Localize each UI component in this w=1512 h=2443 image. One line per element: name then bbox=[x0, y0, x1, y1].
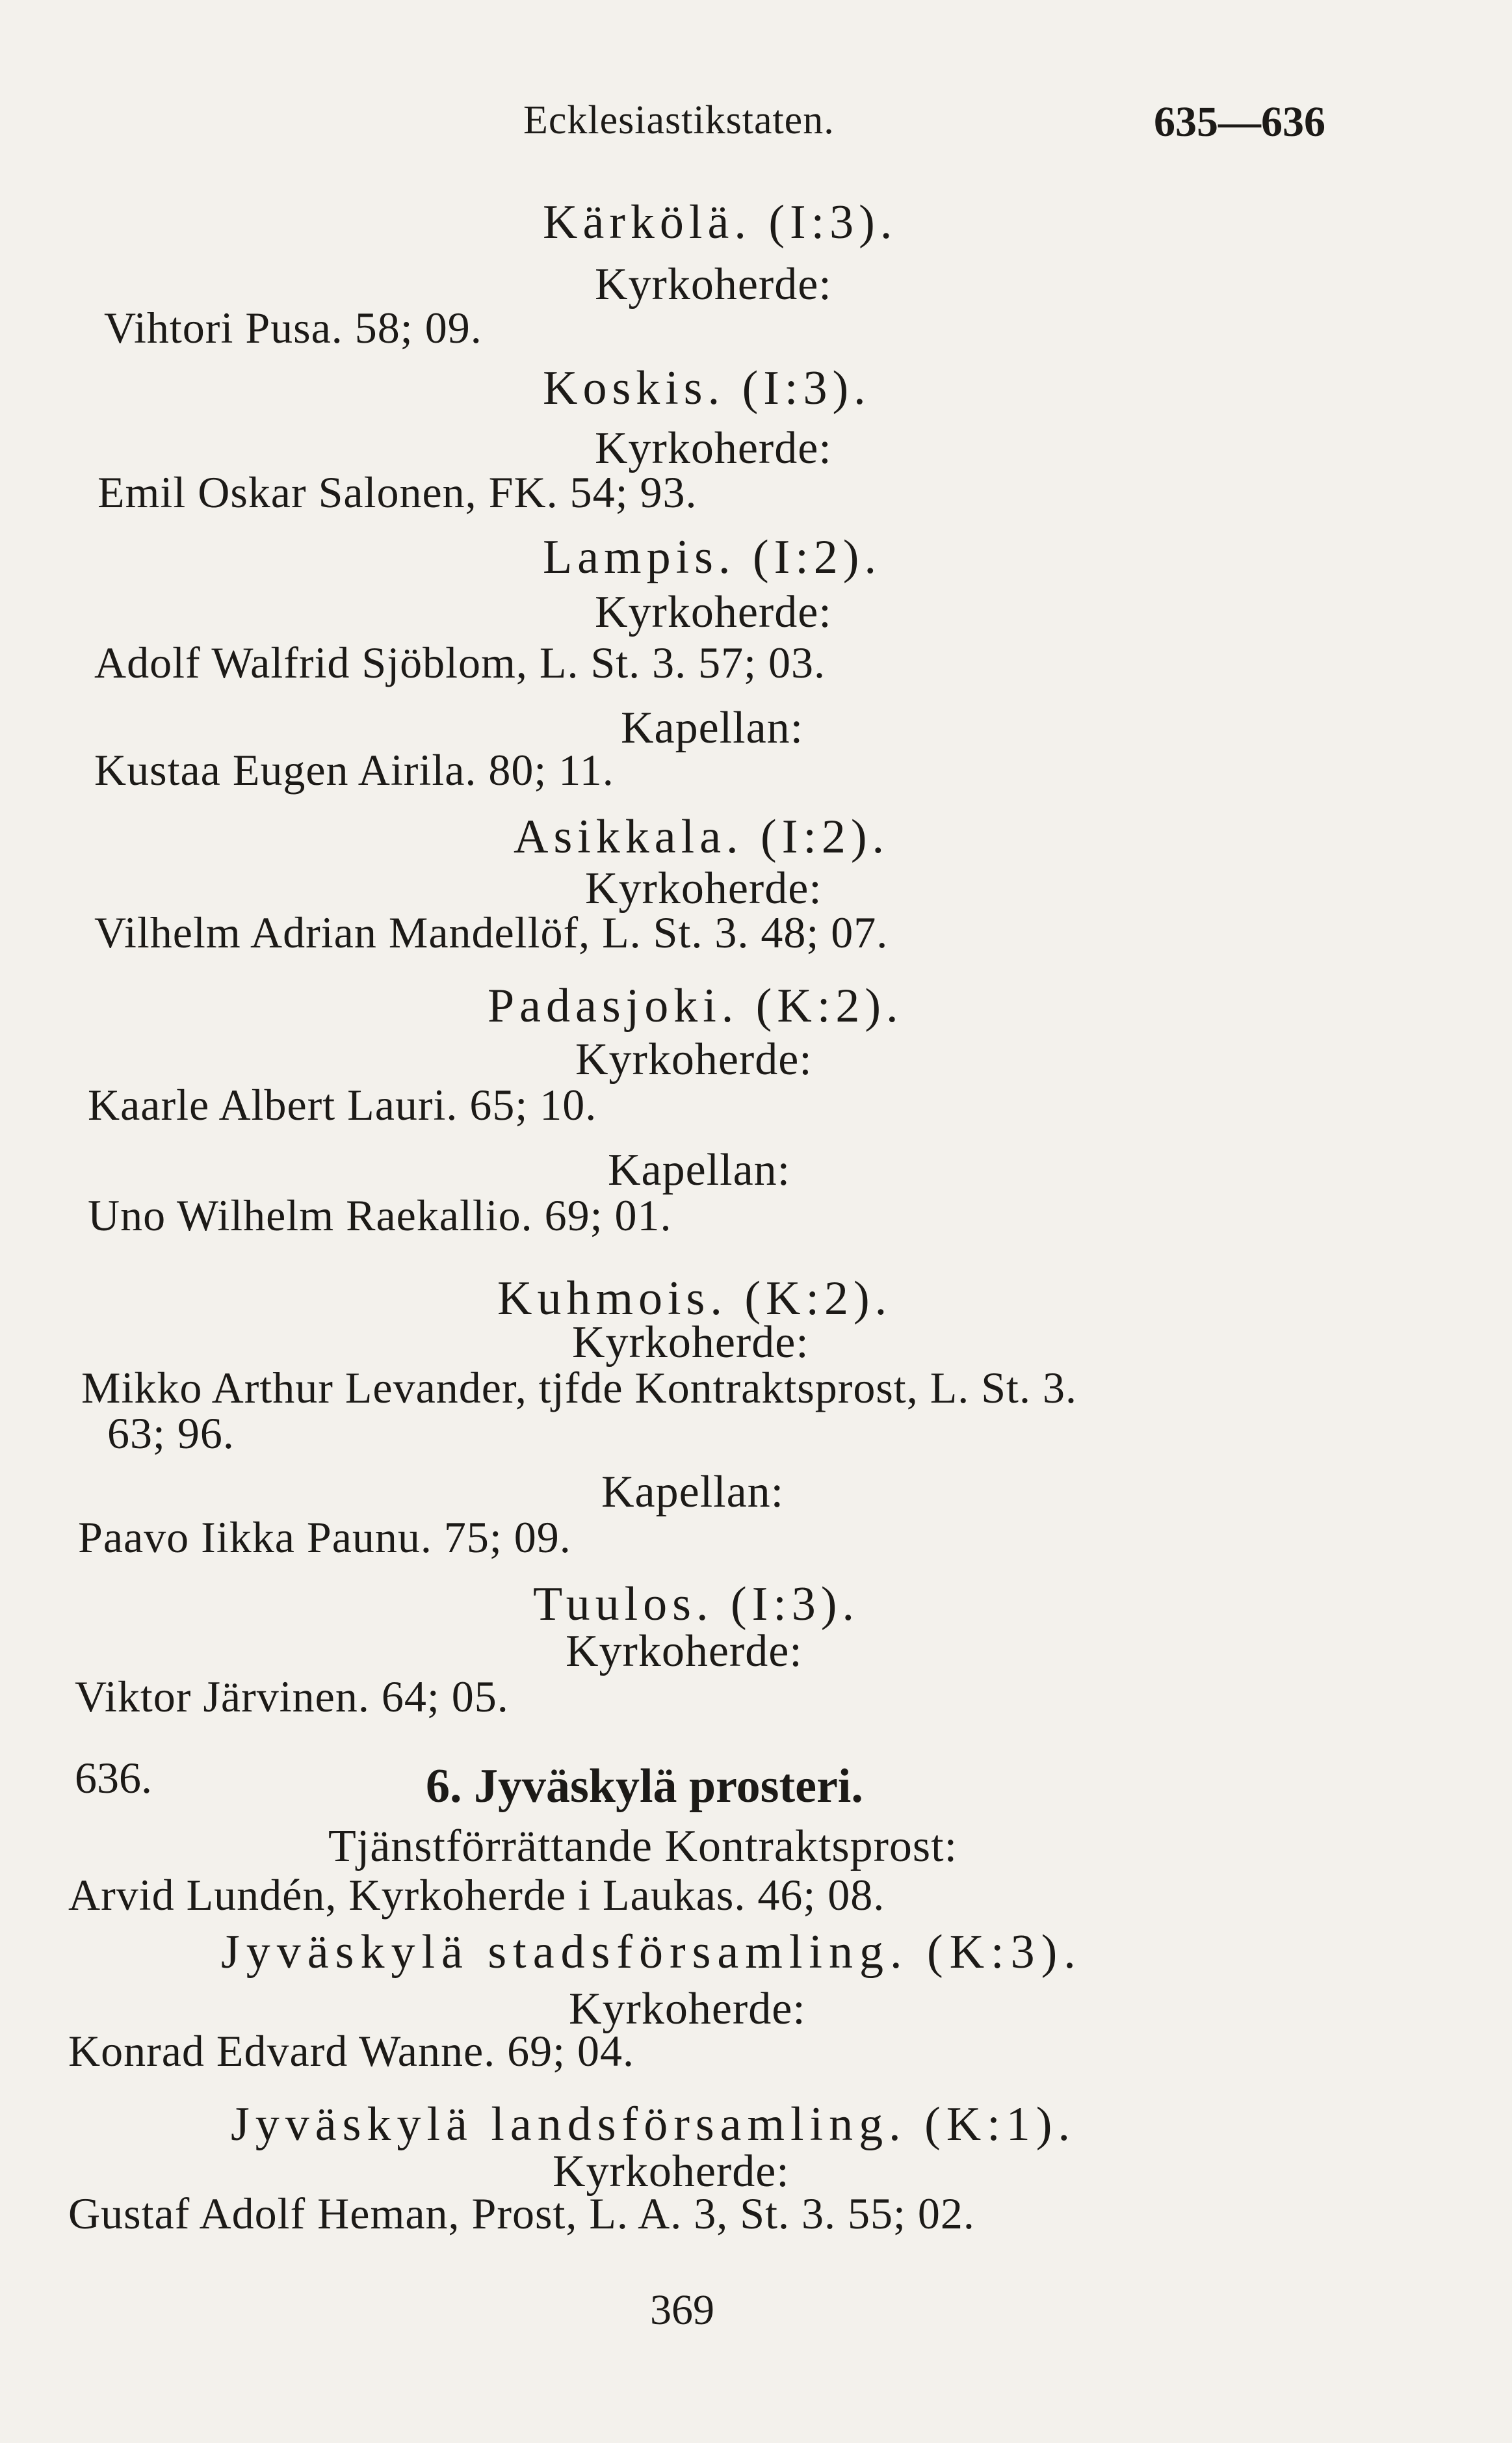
person-entry: Vihtori Pusa. 58; 09. bbox=[104, 303, 482, 352]
person-entry: Gustaf Adolf Heman, Prost, L. A. 3, St. 3. 55; 02. bbox=[68, 2189, 975, 2238]
person-entry: Kaarle Albert Lauri. 65; 10. bbox=[88, 1080, 597, 1129]
person-entry: Konrad Edvard Wanne. 69; 04. bbox=[68, 2026, 635, 2076]
parish-heading: Asikkala. (I:2). bbox=[514, 810, 890, 864]
person-entry-continued: 63; 96. bbox=[107, 1408, 235, 1458]
page-range: 635—636 bbox=[1154, 98, 1325, 146]
role-heading: Tjänstförrättande Kontraktsprost: bbox=[328, 1821, 958, 1871]
role-heading: Kyrkoherde: bbox=[569, 1984, 806, 2034]
role-heading: Kapellan: bbox=[601, 1467, 785, 1517]
person-entry: Mikko Arthur Levander, tjfde Kontraktsprost, L. St. 3. bbox=[81, 1363, 1077, 1412]
parish-heading: Kuhmois. (K:2). bbox=[497, 1272, 893, 1325]
role-heading: Kyrkoherde: bbox=[553, 2146, 790, 2197]
parish-heading: Koskis. (I:3). bbox=[543, 362, 871, 415]
role-heading: Kyrkoherde: bbox=[585, 864, 822, 914]
person-entry: Arvid Lundén, Kyrkoherde i Laukas. 46; 08. bbox=[68, 1870, 885, 1920]
person-entry: Viktor Järvinen. 64; 05. bbox=[75, 1672, 509, 1721]
person-entry: Emil Oskar Salonen, FK. 54; 93. bbox=[98, 468, 697, 517]
role-heading: Kyrkoherde: bbox=[595, 587, 832, 637]
running-header bbox=[0, 98, 1512, 169]
role-heading: Kyrkoherde: bbox=[566, 1626, 803, 1676]
role-heading: Kyrkoherde: bbox=[595, 423, 832, 473]
person-entry: Uno Wilhelm Raekallio. 69; 01. bbox=[88, 1191, 672, 1240]
parish-heading: Jyväskylä stadsförsamling. (K:3). bbox=[221, 1925, 1082, 1979]
person-entry: Vilhelm Adrian Mandellöf, L. St. 3. 48; 07. bbox=[94, 908, 889, 957]
person-entry: Paavo Iikka Paunu. 75; 09. bbox=[78, 1512, 571, 1562]
parish-heading: Tuulos. (I:3). bbox=[533, 1578, 859, 1631]
section-title: 6. Jyväskylä prosteri. bbox=[426, 1760, 863, 1813]
running-title: Ecklesiastikstaten. bbox=[523, 98, 835, 142]
role-heading: Kyrkoherde: bbox=[575, 1035, 813, 1085]
parish-heading: Jyväskylä landsförsamling. (K:1). bbox=[231, 2098, 1076, 2151]
section-number: 636. bbox=[75, 1753, 152, 1803]
page-number: 369 bbox=[650, 2286, 714, 2334]
parish-heading: Padasjoki. (K:2). bbox=[488, 979, 904, 1033]
role-heading: Kyrkoherde: bbox=[595, 259, 832, 310]
role-heading: Kyrkoherde: bbox=[572, 1317, 809, 1367]
person-entry: Kustaa Eugen Airila. 80; 11. bbox=[94, 745, 614, 795]
role-heading: Kapellan: bbox=[621, 703, 804, 753]
parish-heading: Kärkölä. (I:3). bbox=[543, 196, 898, 249]
role-heading: Kapellan: bbox=[608, 1145, 791, 1195]
parish-heading: Lampis. (I:2). bbox=[543, 531, 881, 584]
person-entry: Adolf Walfrid Sjöblom, L. St. 3. 57; 03. bbox=[94, 638, 826, 687]
